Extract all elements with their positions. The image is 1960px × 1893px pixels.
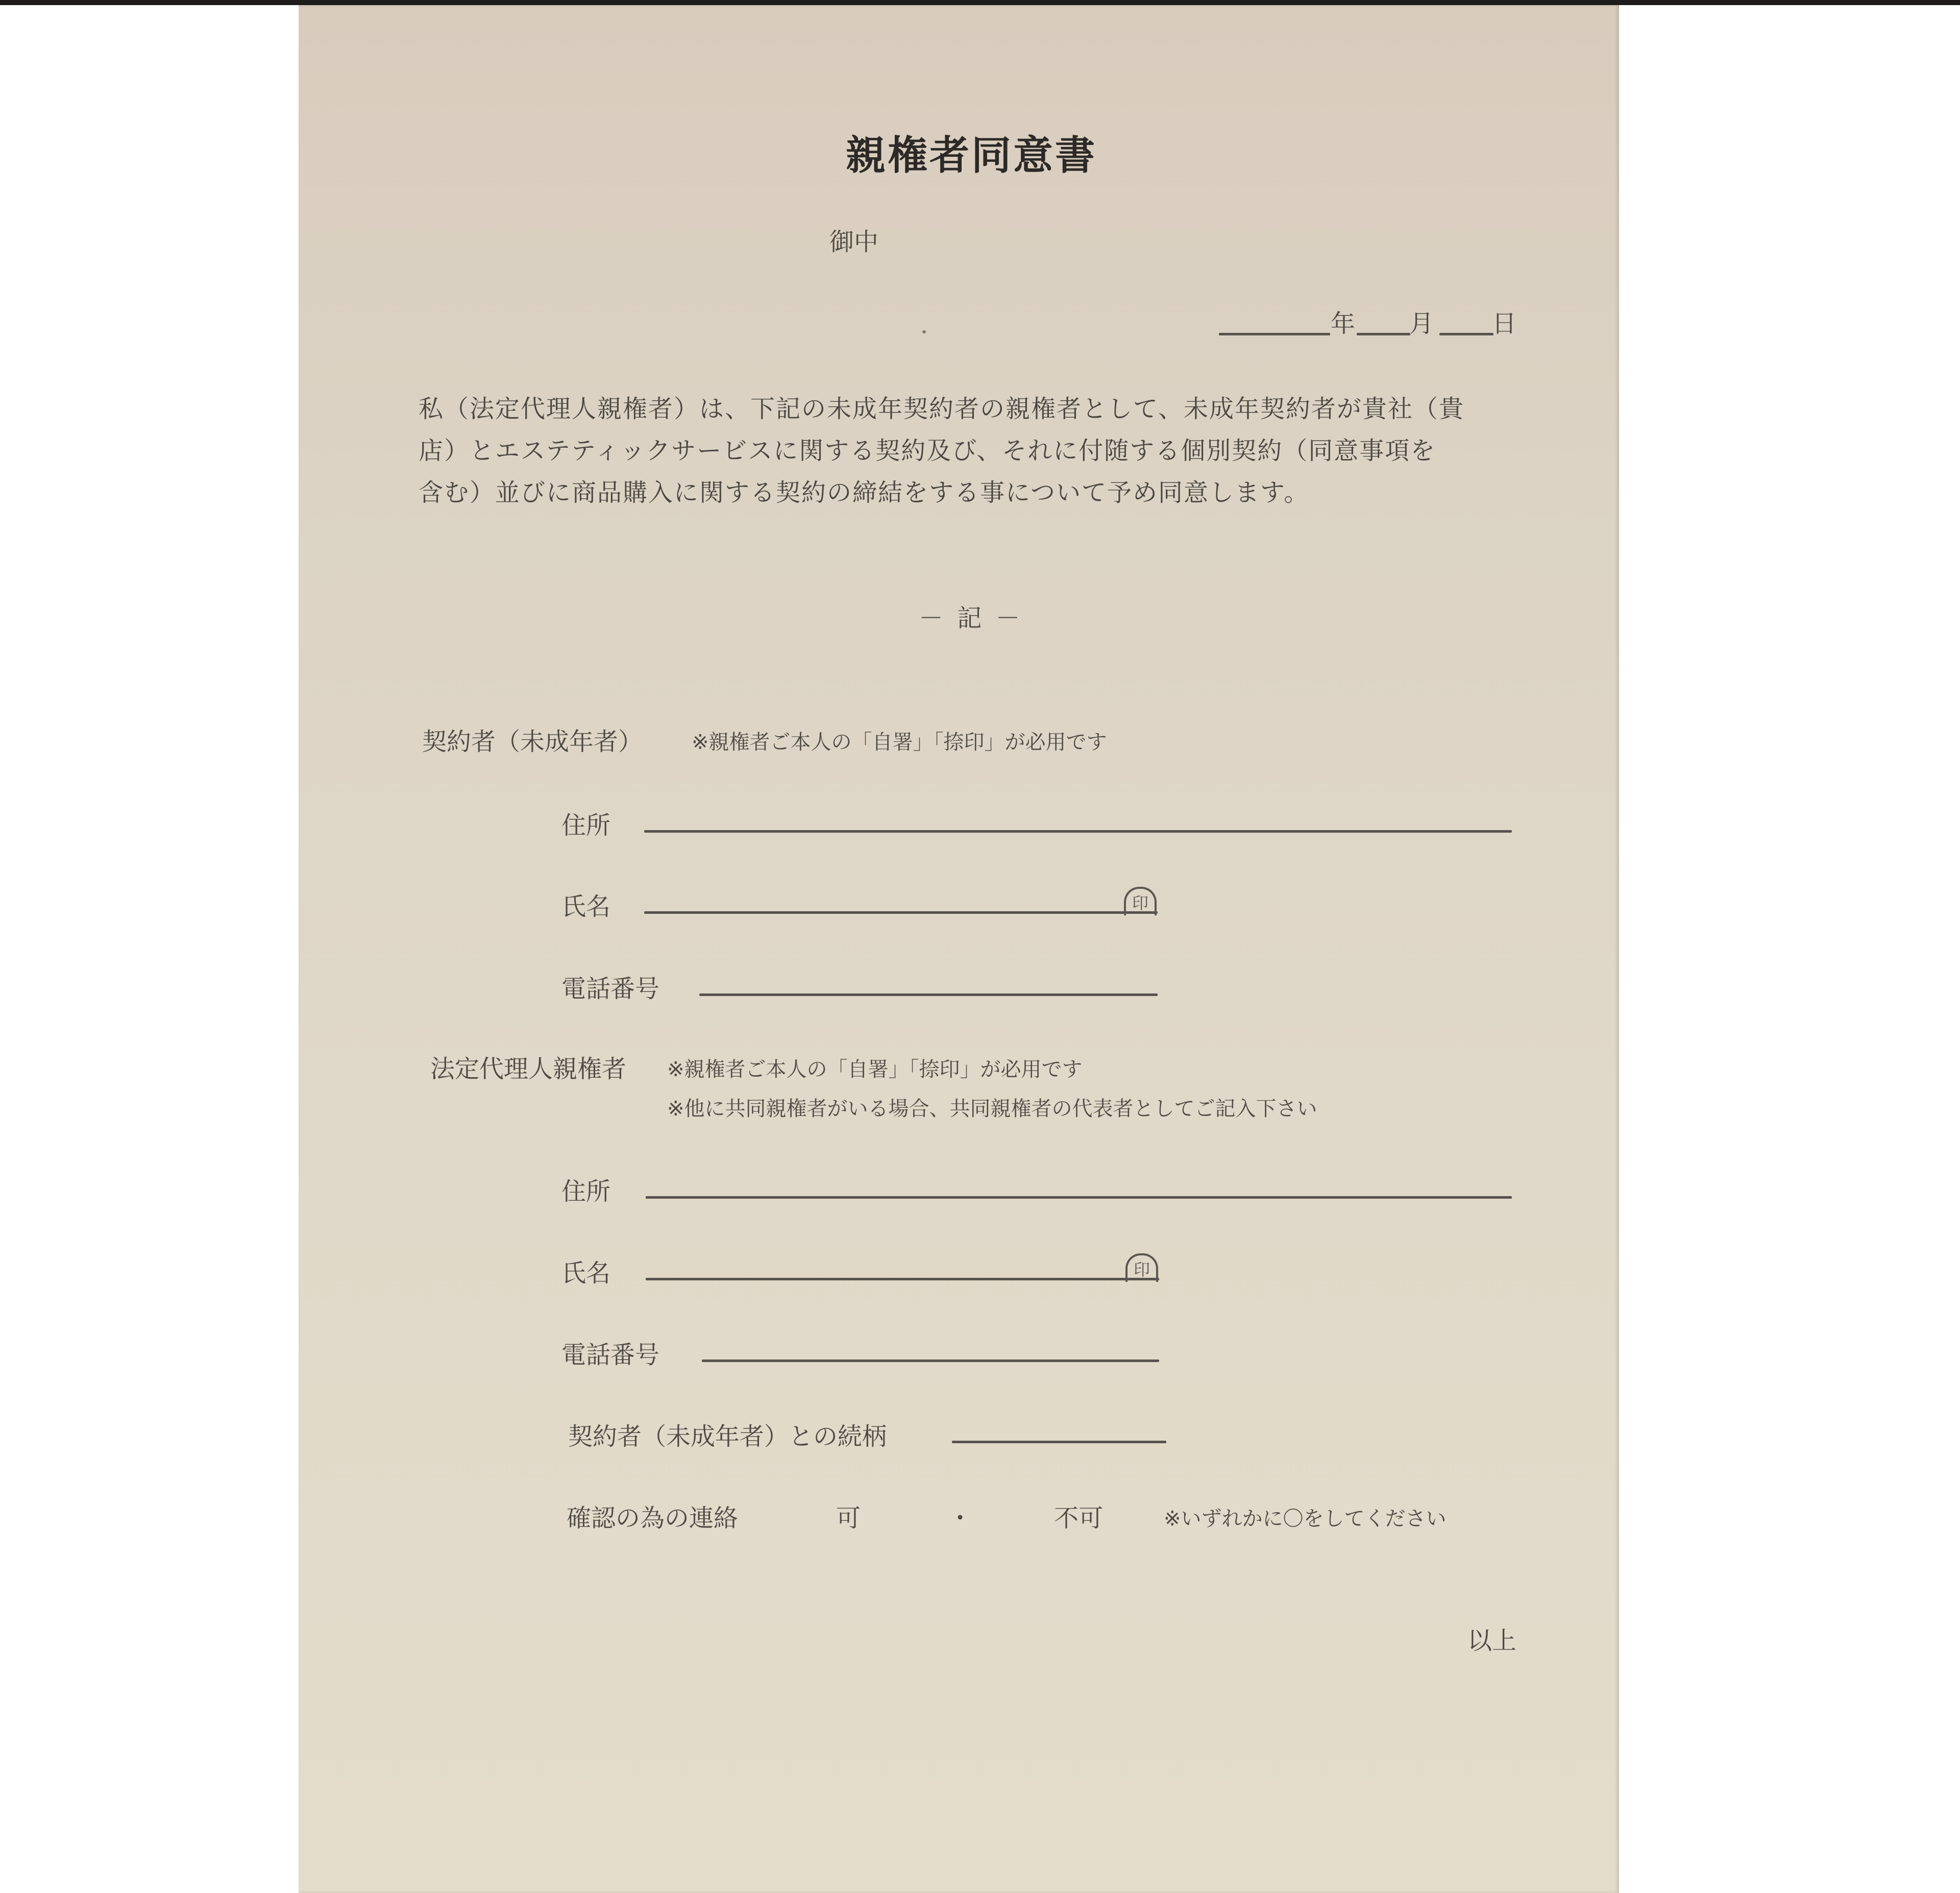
guardian-note-signature: ※親権者ご本人の「自署」「捺印」が必用です	[667, 1058, 1083, 1081]
year-label: 年	[1331, 309, 1356, 338]
guardian-phone-label: 電話番号	[561, 1341, 660, 1369]
day-blank[interactable]	[1439, 333, 1493, 335]
paper-speck	[922, 330, 926, 333]
seal-icon: 印	[1125, 1253, 1158, 1282]
guardian-name-label: 氏名	[561, 1259, 611, 1288]
minor-section-heading: 契約者（未成年者）	[422, 727, 643, 756]
contact-confirmation-label: 確認の為の連絡	[567, 1504, 739, 1533]
guardian-phone-input[interactable]	[702, 1360, 1159, 1362]
closing-text: 以上	[1467, 1627, 1517, 1655]
guardian-address-label: 住所	[561, 1177, 611, 1206]
minor-section-note: ※親権者ご本人の「自署」「捺印」が必用です	[692, 731, 1107, 754]
year-blank[interactable]	[1219, 333, 1330, 335]
minor-address-input[interactable]	[644, 830, 1512, 833]
relationship-label: 契約者（未成年者）との続柄	[568, 1422, 887, 1451]
contact-instruction: ※いずれかに〇をしてください	[1164, 1507, 1447, 1531]
guardian-note-joint: ※他に共同親権者がいる場合、共同親権者の代表者としてご記入下さい	[667, 1097, 1317, 1121]
minor-address-label: 住所	[561, 811, 611, 840]
minor-phone-label: 電話番号	[561, 975, 660, 1003]
month-blank[interactable]	[1357, 333, 1410, 335]
guardian-address-input[interactable]	[646, 1196, 1512, 1199]
contact-option-yes[interactable]: 可	[836, 1504, 861, 1533]
contact-option-no[interactable]: 不可	[1054, 1504, 1104, 1533]
body-line: 私（法定代理人親権者）は、下記の未成年契約者の親権者として、未成年契約者が貴社（貴	[419, 395, 1465, 423]
guardian-name-input[interactable]	[646, 1278, 1159, 1280]
seal-icon: 印	[1124, 887, 1157, 915]
contact-option-separator: ・	[948, 1504, 973, 1533]
month-label: 月	[1409, 309, 1434, 338]
body-line: 含む）並びに商品購入に関する契約の締結をする事について予め同意します。	[419, 478, 1310, 507]
relationship-input[interactable]	[952, 1441, 1166, 1443]
minor-phone-input[interactable]	[699, 993, 1158, 996]
body-line: 店）とエステティックサービスに関する契約及び、それに付随する個別契約（同意事項を	[419, 436, 1436, 465]
top-bar	[0, 0, 1960, 5]
guardian-section-heading: 法定代理人親権者	[430, 1055, 627, 1083]
minor-name-label: 氏名	[561, 892, 611, 921]
addressee-suffix: 御中	[829, 228, 879, 256]
minor-name-input[interactable]	[644, 911, 1158, 914]
document-title: 親権者同意書	[846, 133, 1097, 179]
document-page	[299, 5, 1619, 1893]
day-label: 日	[1492, 309, 1517, 338]
ki-heading: － 記 －	[919, 604, 1023, 633]
